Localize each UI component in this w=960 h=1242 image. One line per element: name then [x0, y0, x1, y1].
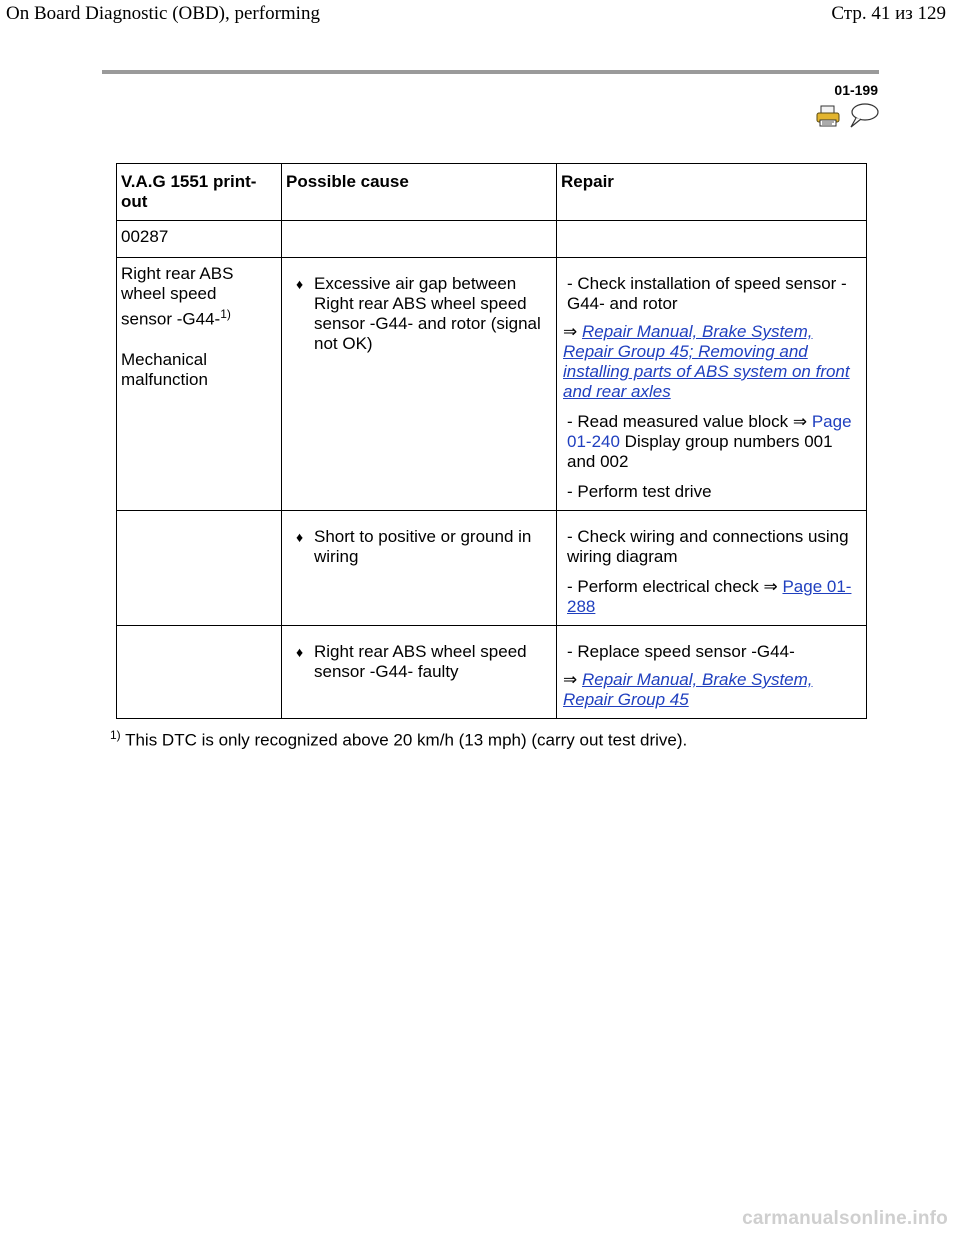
cause-cell [282, 258, 557, 511]
diamond-bullet-icon: ♦ [296, 529, 304, 545]
component-line: Right rear ABS [121, 264, 234, 283]
footnote-text: This DTC is only recognized above 20 km/h (13 mph) (carry out test drive). [120, 730, 688, 750]
empty-cell [117, 511, 282, 626]
page-number: 01-199 [834, 82, 878, 98]
repair-step: - Perform test drive [567, 482, 712, 501]
table-row [117, 511, 867, 626]
component-line [121, 304, 277, 330]
repair-reference [563, 670, 862, 710]
comment-bubble-icon[interactable] [848, 103, 880, 129]
diamond-bullet-icon: ♦ [296, 644, 304, 660]
malfunction-line: malfunction [121, 369, 208, 389]
empty-cell [282, 221, 557, 258]
cause-cell [282, 626, 557, 719]
table-row [117, 221, 867, 258]
repair-step: - Read measured value block ⇒ Page 01-240 Display group numbers 001 and 002 [567, 412, 852, 471]
cause-item [296, 527, 552, 567]
cause-text: Excessive air gap between Right rear ABS wheel speed sensor -G44- and rotor (signal not OK) [314, 274, 541, 353]
diamond-bullet-icon: ♦ [296, 276, 304, 292]
repair-step: - Perform electrical check ⇒ Page 01-288 [567, 577, 852, 616]
toolbar-icons [816, 103, 880, 129]
fault-code: 00287 [117, 221, 282, 258]
repair-cell [557, 626, 867, 719]
repair-manual-link[interactable]: Repair Manual, Brake System, Repair Group 45 [563, 670, 813, 709]
cause-text: Short to positive or ground in wiring [314, 527, 532, 566]
page-counter: Стр. 41 из 129 [831, 3, 946, 24]
footnote [110, 728, 687, 751]
repair-reference [563, 322, 862, 402]
malfunction-line: Mechanical [121, 349, 207, 369]
repair-step: - Check wiring and connections using wiring diagram [567, 527, 849, 566]
table-row [117, 258, 867, 511]
empty-cell [557, 221, 867, 258]
page-link[interactable]: Page 01-288 [567, 577, 852, 616]
printer-icon[interactable] [816, 105, 840, 127]
repair-cell [557, 258, 867, 511]
cause-text: Right rear ABS wheel speed sensor -G44- faulty [314, 642, 527, 681]
component-line: wheel speed [121, 284, 217, 303]
diagnostic-table [116, 163, 867, 719]
col-header-cause: Possible cause [282, 164, 557, 221]
footnote-mark: 1) [110, 728, 121, 742]
table-row [117, 626, 867, 719]
repair-cell [557, 511, 867, 626]
arrow-icon: ⇒ [563, 322, 578, 341]
watermark: carmanualsonline.info [742, 1208, 948, 1229]
repair-step: - Check installation of speed sensor -G44- and rotor [567, 274, 847, 313]
cause-item [296, 642, 552, 682]
repair-step: - Replace speed sensor -G44- [567, 642, 795, 661]
header-rule [102, 70, 879, 74]
table-header-row [117, 164, 867, 221]
footnote-ref: 1) [220, 307, 231, 321]
repair-manual-link[interactable]: Repair Manual, Brake System, Repair Group 45; Removing and installing parts of ABS system on front and rear axles [563, 322, 850, 401]
document-title: On Board Diagnostic (OBD), performing [6, 3, 320, 24]
col-header-repair: Repair [557, 164, 867, 221]
component-cell [117, 258, 282, 511]
cause-item [296, 274, 552, 354]
page-link[interactable]: Page 01-240 [567, 412, 852, 451]
empty-cell [117, 626, 282, 719]
cause-cell [282, 511, 557, 626]
arrow-icon: ⇒ [563, 670, 578, 689]
col-header-printout: V.A.G 1551 print-out [117, 164, 282, 221]
component-name: sensor -G44- [121, 309, 221, 329]
